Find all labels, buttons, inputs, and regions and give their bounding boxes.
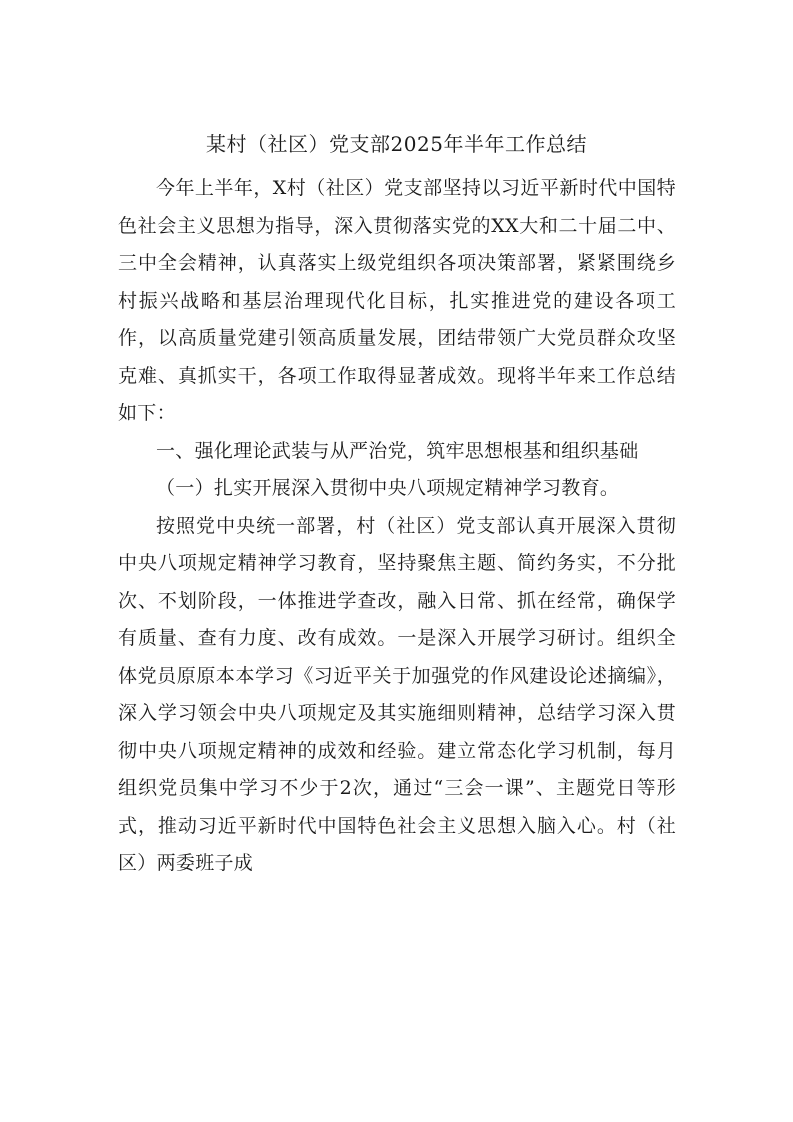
- document-body: [118, 170, 676, 883]
- body-paragraph-1: 按照党中央统一部署，村（社区）党支部认真开展深入贯彻中央八项规定精神学习教育，坚持聚焦主题、简约务实，不分批次、不划阶段，一体推进学查改，融入日常、抓在经常，确保学有质量、查有力度、改有成效。一是深入开展学习研讨。组织全体党员原原本本学习《习近平关于加强党的作风建设论述摘编》，深入学习领会中央八项规定及其实施细则精神，总结学习深入贯彻中央八项规定精神的成效和经验。建立常态化学习机制，每月组织党员集中学习不少于2次，通过“三会一课”、主题党日等形式，推动习近平新时代中国特色社会主义思想入脑入心。村（社区）两委班子成: [118, 514, 676, 874]
- intro-paragraph: 今年上半年，X村（社区）党支部坚持以习近平新时代中国特色社会主义思想为指导，深入贯彻落实党的XX大和二十届二中、三中全会精神，认真落实上级党组织各项决策部署，紧紧围绕乡村振兴战略和基层治理现代化目标，扎实推进党的建设各项工作，以高质量党建引领高质量发展，团结带领广大党员群众攻坚克难、真抓实干，各项工作取得显著成效。现将半年来工作总结如下：: [118, 177, 676, 424]
- document-title: 某村（社区）党支部2025年半年工作总结: [206, 132, 587, 156]
- subsection-heading-1: （一）扎实开展深入贯彻中央八项规定精神学习教育。: [156, 477, 620, 499]
- section-heading-1: 一、强化理论武装与从严治党，筑牢思想根基和组织基础: [156, 439, 639, 462]
